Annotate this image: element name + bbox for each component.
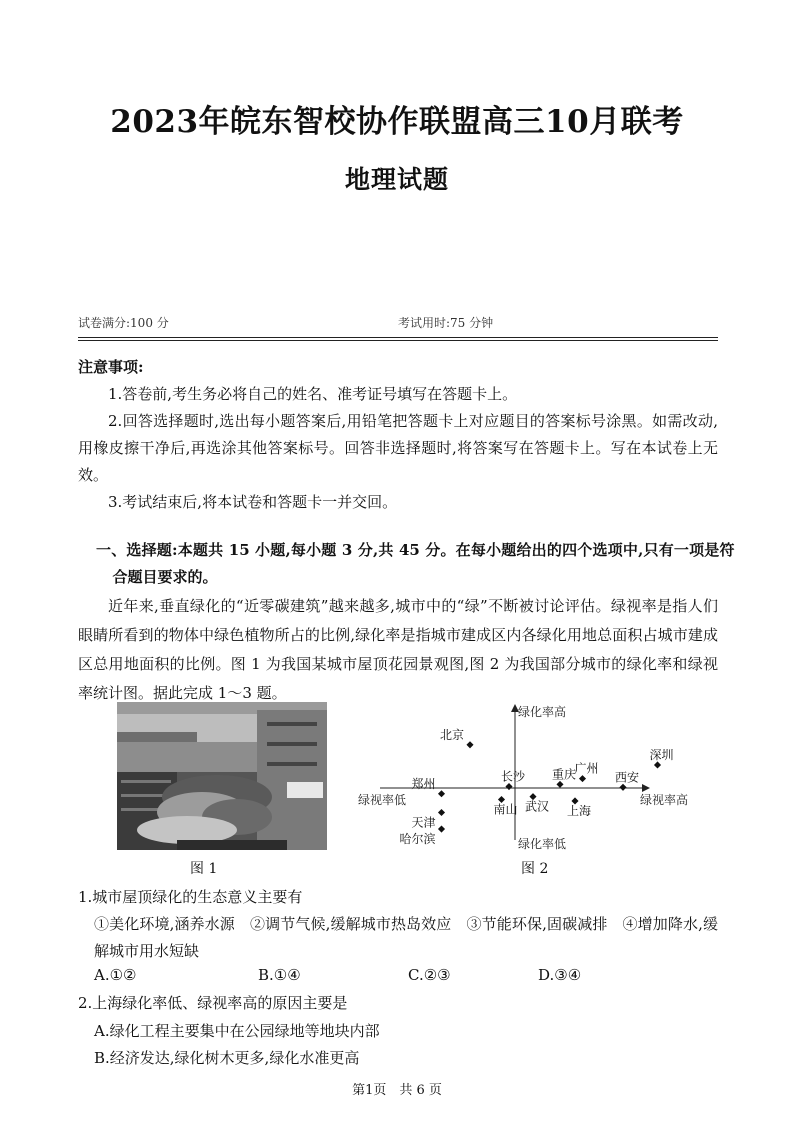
- passage: 近年来,垂直绿化的“近零碳建筑”越来越多,城市中的“绿”不断被讨论评估。绿视率是指人们眼睛所看到的物体中绿色植物所占的比例,绿化率是指城市建成区内各绿化用地总面积占城市建成区总用地面积的比例。图 1 为我国某城市屋顶花园景观图,图 2 为我国部分城市的绿化率和绿视率统计图。据此完成 1～3 题。: [78, 597, 718, 702]
- page-number: 第1页 共 6 页: [352, 1083, 442, 1098]
- question-1-stem: 1.城市屋顶绿化的生态意义主要有: [78, 888, 303, 906]
- data-points: [399, 727, 673, 846]
- data-label-6: 西安: [614, 770, 640, 785]
- data-point-1: [654, 761, 661, 768]
- header-rule-top: [78, 337, 718, 338]
- right-building: [257, 710, 327, 850]
- question-1-option-b: B.①④: [258, 966, 301, 984]
- roof-edge: [117, 742, 257, 772]
- flowers-front: [137, 816, 237, 844]
- rooftop-garden-illustration: [117, 702, 327, 850]
- question-1-option-a: A.①②: [94, 966, 137, 984]
- full-score: 试卷满分:100 分: [78, 316, 169, 330]
- data-point-6: [619, 784, 626, 791]
- notice-heading: 注意事项:: [78, 358, 144, 376]
- data-label-0: 北京: [439, 727, 464, 742]
- question-1-option-c: C.②③: [408, 966, 451, 984]
- data-label-10: 上海: [566, 803, 592, 818]
- data-label-1: 深圳: [649, 747, 674, 762]
- notice-item-3: 3.考试结束后,将本试卷和答题卡一并交回。: [108, 493, 398, 511]
- figure-2-caption: 图 2: [521, 861, 549, 877]
- rooftop-garden-photo: [117, 702, 327, 850]
- axis-label-y-high: 绿化率高: [518, 705, 567, 719]
- data-label-11: 哈尔滨: [399, 832, 436, 847]
- data-label-8: 南山: [493, 802, 518, 817]
- data-point-0: [466, 741, 473, 748]
- question-2-option-a: A.绿化工程主要集中在公园绿地等地块内部: [94, 1022, 380, 1040]
- data-label-3: 重庆: [551, 767, 577, 782]
- x-axis-arrow: [642, 784, 650, 792]
- question-2-stem: 2.上海绿化率低、绿视率高的原因主要是: [78, 994, 348, 1012]
- notice-item-1: 1.答卷前,考生务必将自己的姓名、准考证号填写在答题卡上。: [108, 385, 518, 403]
- axis-label-x-low: 绿视率低: [358, 793, 407, 807]
- axis-label-y-low: 绿化率低: [518, 837, 567, 851]
- data-label-7: 天津: [411, 815, 436, 830]
- data-point-5: [438, 790, 445, 797]
- data-label-2: 广州: [574, 761, 599, 776]
- data-point-4: [505, 783, 512, 790]
- data-point-7: [438, 809, 445, 816]
- question-1-statements: ①美化环境,涵养水源 ②调节气候,缓解城市热岛效应 ③节能环保,固碳减排 ④增加降水,缓解城市用水短缺: [94, 915, 718, 960]
- exam-subtitle: 地理试题: [344, 165, 449, 194]
- planter-edge: [177, 840, 287, 850]
- notice-item-2: 2.回答选择题时,选出每小题答案后,用铅笔把答题卡上对应题目的答案标号涂黑。如需改动,用橡皮擦干净后,再选涂其他答案标号。回答非选择题时,将答案写在答题卡上。写在本试卷上无效。: [78, 412, 718, 484]
- axis-label-x-high: 绿视率高: [639, 793, 688, 807]
- question-2-option-b: B.经济发达,绿化树木更多,绿化水准更高: [94, 1049, 360, 1067]
- building-sign: [287, 782, 323, 798]
- section-1-heading: 一、选择题:本题共 15 小题,每小题 3 分,共 45 分。在每小题给出的四个选项中,只有一项是符合题目要求的。: [96, 541, 735, 586]
- question-1-option-d: D.③④: [538, 966, 582, 984]
- data-point-2: [579, 775, 586, 782]
- exam-time: 考试用时:75 分钟: [398, 316, 494, 330]
- data-label-4: 长沙: [500, 769, 526, 784]
- figure-1-caption: 图 1: [190, 861, 218, 877]
- data-point-3: [556, 781, 563, 788]
- data-point-11: [438, 826, 445, 833]
- greening-rate-chart: [350, 700, 690, 860]
- data-label-5: 郑州: [411, 776, 436, 791]
- data-label-9: 武汉: [524, 799, 550, 814]
- header-rule-bottom: [78, 340, 718, 341]
- exam-title: 2023年皖东智校协作联盟高三10月联考: [110, 104, 684, 140]
